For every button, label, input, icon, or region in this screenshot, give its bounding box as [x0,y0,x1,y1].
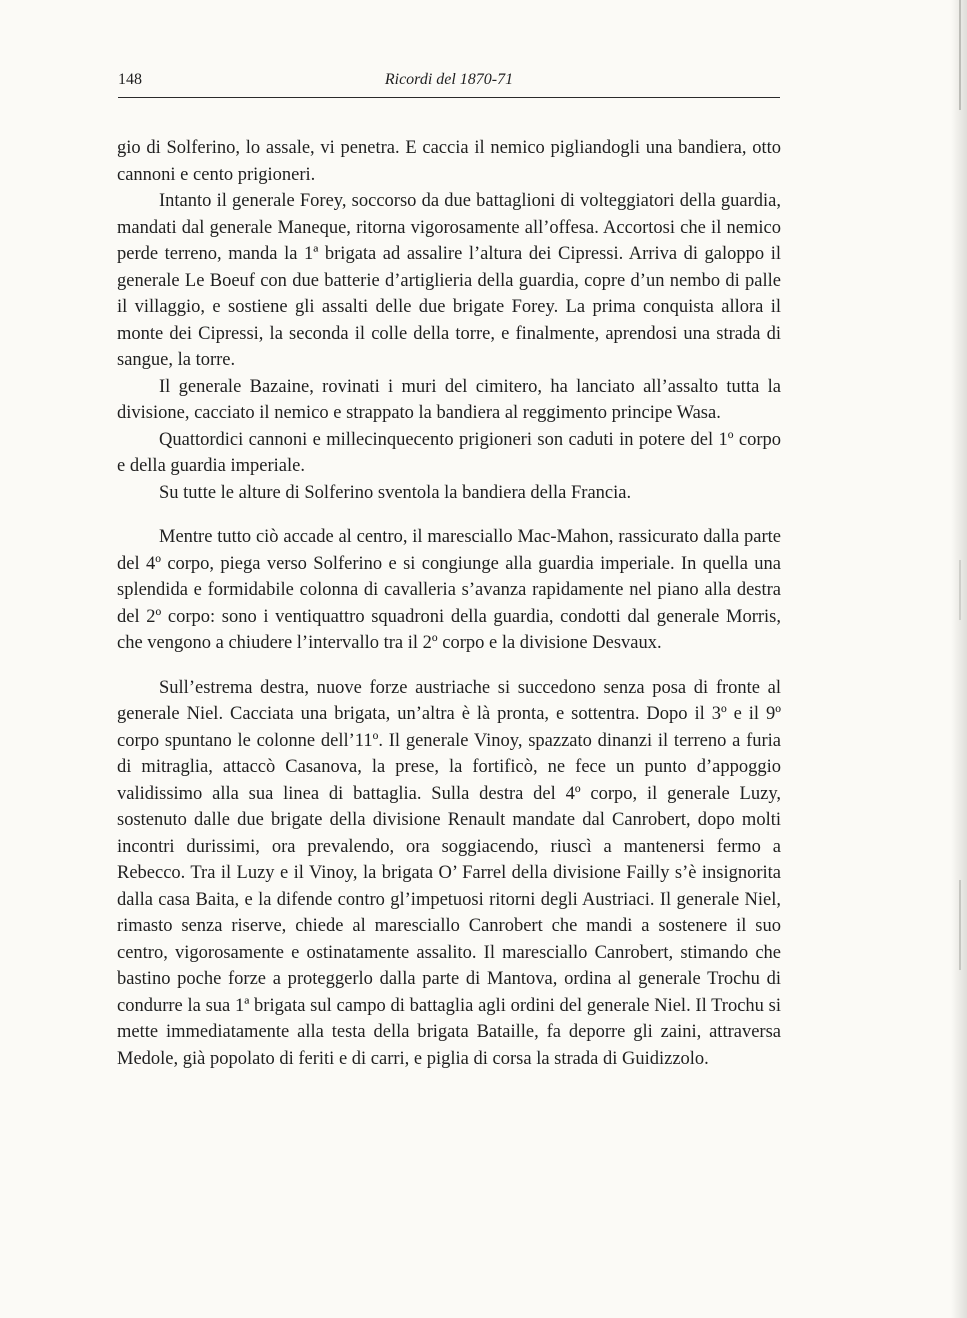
running-title: Ricordi del 1870-71 [384,71,514,88]
paragraph: Intanto il generale Forey, soccorso da due battaglioni di volteggiatori della guardia, mandati dal generale Maneque, ritorna vigorosamente all’offesa. Accortosi che il nemico perde terreno, manda la 1ª brigata ad assalire l’altura dei Cipressi. Arriva di galoppo il generale Le Boeuf con due batterie d’artiglieria della guardia, copre d’un nembo di palle il villaggio, e sostiene gli assalti delle due brigate Forey. La prima conquista allora il monte dei Cipressi, la seconda il colle della torre, e finalmente, aprendosi una strada di sangue, la torre. [117,191,781,370]
paragraph: Mentre tutto ciò accade al centro, il maresciallo Mac-Mahon, rassicurato dalla parte del 4º corpo, piega verso Solferino e si congiunge alla guardia imperiale. In quella una splendida e formidabile colonna di cavalleria s’avanza rapidamente nel piano alla destra del 2º corpo: sono i ventiquattro squadroni della guardia, condotti dal generale Morris, che vengono a chiudere l’intervallo tra il 2º corpo e la divisione Desvaux. [117,527,781,653]
page-header [118,70,780,98]
header-rule [118,97,780,98]
paragraph: gio di Solferino, lo assale, vi penetra. E caccia il nemico pigliandogli una bandiera, otto cannoni e cento prigioneri. [117,138,781,185]
paragraph: Su tutte le alture di Solferino sventola la bandiera della Francia. [159,482,632,503]
paragraph: Quattordici cannoni e millecinquecento prigioneri son caduti in potere del 1º corpo e della guardia imperiale. [117,429,781,476]
scan-edge-line [959,560,961,620]
body-text [117,135,781,1072]
page-number: 148 [118,71,142,88]
paragraph: Sull’estrema destra, nuove forze austriache si succedono senza posa di fronte al generale Niel. Cacciata una brigata, un’altra è là pronta, e sottentra. Dopo il 3º e il 9º corpo spuntano le colonne dell’11º. Il generale Vinoy, spazzato dinanzi il terreno a furia di mitraglia, attaccò Casanova, la prese, la fortificò, ne fece un punto d’appoggio validissimo alla sua linea di battaglia. Sulla destra del 4º corpo, il generale Luzy, sostenuto dalle due brigate della divisione Renault mandate dal Canrobert, dopo molti incontri durissimi, ora prevalendo, ora soggiacendo, riuscì a mantenersi fermo a Rebecco. Tra il Luzy e il Vinoy, la brigata O’ Farrel della divisione Failly s’è insignorita dalla casa Baita, e la difende contro gl’impetuosi ritorni degli Austriaci. Il generale Niel, rimasto senza riserve, chiede al maresciallo Canrobert che mandi a sostenere il suo centro, vigorosamente e ostinatamente assalito. Il maresciallo Canrobert, stimando che bastino poche forze a proteggerlo dalla parte di Mantova, ordina al generale Trochu di condurre la sua 1ª brigata sul campo di battaglia agli ordini del generale Niel. Il Trochu si mette immediatamente alla testa della brigata Bataille, fa deporre gli zaini, attraversa Medole, già popolato di feriti e di carri, e piglia di corsa la strada di Guidizzolo. [117,677,781,1069]
scan-edge-line [959,880,961,970]
scan-edge-line [959,0,961,110]
scan-edge-shading [951,0,967,1318]
paragraph: Il generale Bazaine, rovinati i muri del cimitero, ha lanciato all’assalto tutta la divisione, cacciato il nemico e strappato la bandiera al reggimento principe Wasa. [117,376,781,423]
